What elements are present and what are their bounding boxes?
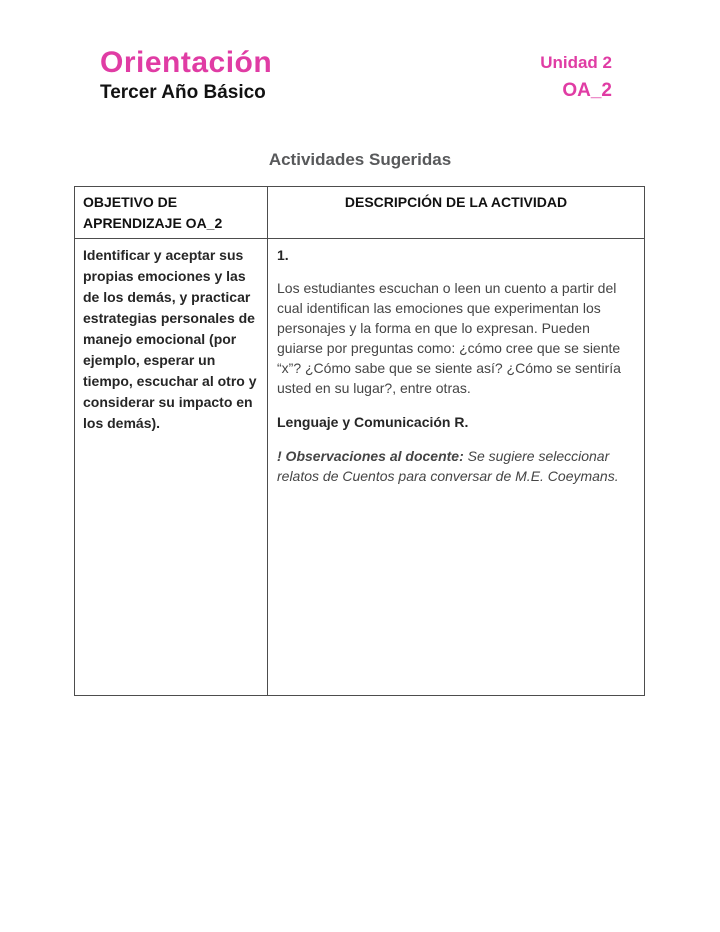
subject-title: Orientación (100, 46, 273, 79)
teacher-note-text: Se sugiere seleccionar relatos de Cuentos para conversar de M.E. Coeymans. (277, 448, 619, 484)
activities-table (74, 186, 645, 696)
table-header-row (75, 187, 645, 239)
description-cell (268, 239, 645, 696)
activity-subject-reference: Lenguaje y Comunicación R. (277, 414, 469, 430)
objective-cell: Identificar y aceptar sus propias emociones y las de los demás, y practicar estrategias personales de manejo emocional (por ejemplo, esperar un tiempo, escuchar al otro y considerar su impacto en los demás). (75, 239, 268, 696)
page-title: Actividades Sugeridas (268, 150, 452, 169)
grade-subtitle: Tercer Año Básico (100, 82, 266, 103)
header-right-block (540, 46, 612, 102)
header-left-block (100, 46, 272, 104)
description-column-header: DESCRIPCIÓN DE LA ACTIVIDAD (268, 187, 645, 239)
activity-number: 1. (277, 247, 289, 263)
teacher-note-label: ! Observaciones al docente: (277, 448, 464, 464)
document-header (0, 0, 720, 104)
oa-code-label: OA_2 (562, 80, 612, 102)
unit-label: Unidad 2 (540, 53, 612, 72)
objective-column-header: OBJETIVO DE APRENDIZAJE OA_2 (75, 187, 268, 239)
teacher-note (277, 446, 634, 486)
table-row (75, 239, 645, 696)
activity-description: Los estudiantes escuchan o leen un cuento a partir del cual identifican las emociones que experimentan los personajes y la forma en que lo expresan. Pueden guiarse por preguntas como: ¿cómo cree que se siente “x”? ¿Cómo sabe que se siente así? ¿Cómo se sentiría usted en su lugar?, entre otras. (277, 280, 621, 396)
